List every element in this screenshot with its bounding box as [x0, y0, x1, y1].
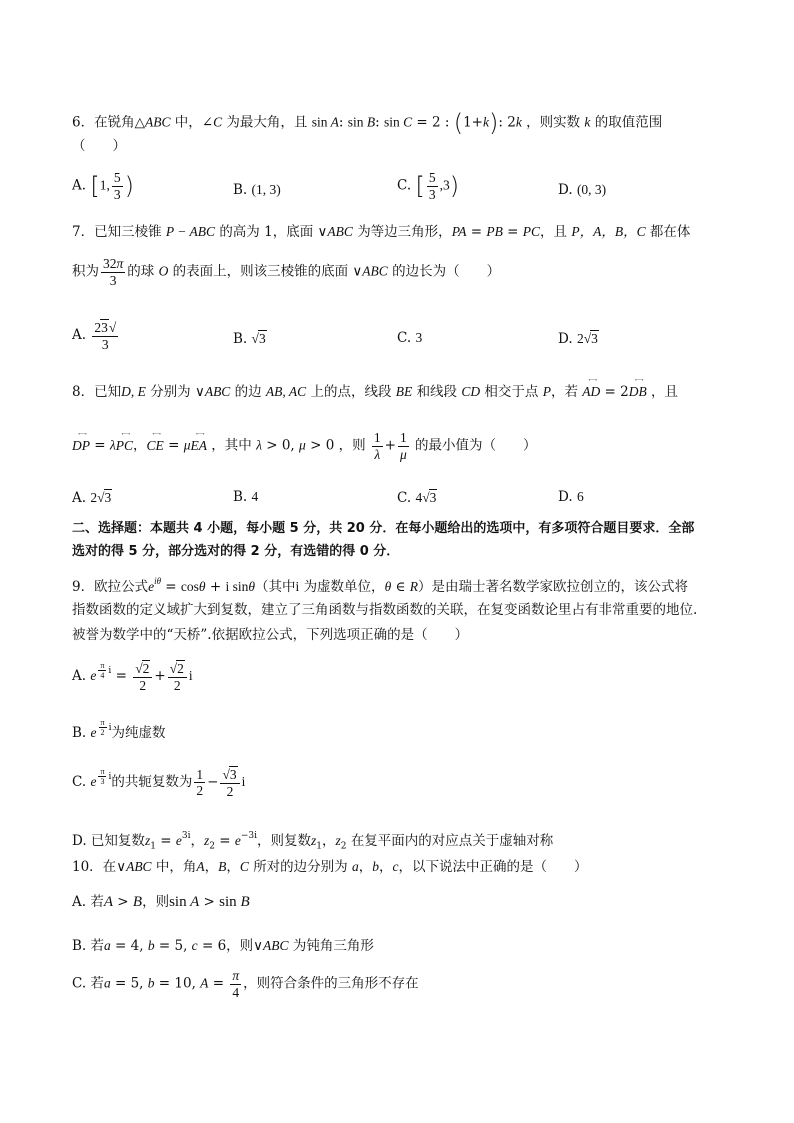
q8-option-a[interactable]: A. 2√3	[72, 490, 112, 506]
q6-option-b[interactable]: B. (1, 3)	[233, 182, 281, 198]
q9-option-a[interactable]: A. e $^{\frac{\pi}{4} i}$ = $\frac{√2}{2}$ + $\frac{√2}{2}$ i	[72, 660, 193, 693]
q8-option-d[interactable]: D. 6	[558, 489, 584, 505]
q9-line1: 9．欧拉公式$e^{i\theta} = \cos\theta + i$ sinθ（其中i 为虚数单位，θ ∈ R）是由瑞士著名数学家欧拉创立的，该公式将	[72, 576, 689, 595]
q10-option-b[interactable]: B. 若a = 4, b = 5, c = 6，则∨ABC 为钝角三角形	[72, 938, 374, 954]
q9-option-c[interactable]: C. e $^{\frac{\pi}{3} i}$的共轭复数为 $\frac{1}{2}$ − $\frac{√3}{2}$ i	[72, 766, 246, 799]
q7-option-b[interactable]: B. √3	[233, 331, 266, 347]
q8-line1: 8．已知D, E 分别为 ∨ABC 的边 AB, AC 上的点，线段 BE 和线段 CD 相交于点 P，若 ←→ AD = 2←→ DB ，且	[72, 384, 678, 401]
q9-line3: 被誉为数学中的“天桥”.依据欧拉公式，下列选项正确的是（ ）	[72, 627, 469, 643]
q10-stem: 10．在∨ABC 中，角A，B，C 所对的边分别为 a，b，c，以下说法中正确的是（ ）	[72, 859, 588, 875]
q9-line2: 指数函数的定义域扩大到复数，建立了三角函数与指数函数的关联，在复变函数论里占有非常重要的地位.	[72, 602, 698, 618]
q9-option-d[interactable]: D. 已知复数$z_1 = e^{3i}$，$z_2 = e^{-3i}$，则复数$z_1$，$z_2$ 在复平面内的对应点关于虚轴对称	[72, 831, 554, 852]
q9-option-b[interactable]: B. e $^{\frac{\pi}{2} i}$为纯虚数	[72, 718, 166, 742]
section2-instructions-line1: 二、选择题：本题共 4 小题，每小题 5 分，共 20 分．在每小题给出的选项中，有多项符合题目要求．全部	[72, 521, 695, 536]
q6-paren: （ ）	[72, 138, 126, 154]
q6-option-d[interactable]: D. (0, 3)	[558, 182, 607, 198]
q7-option-d[interactable]: D. 2√3	[558, 331, 598, 347]
section2-instructions-line2: 选对的得 5 分，部分选对的得 2 分，有选错的得 0 分．	[72, 544, 400, 559]
q7-option-c[interactable]: C. 3	[397, 330, 423, 346]
q8-option-c[interactable]: C. 4√3	[397, 490, 437, 506]
q6-option-a[interactable]: A. [1, $\frac{5}{3}$ )	[72, 170, 134, 202]
q6-option-c[interactable]: C. [ $\frac{5}{3}$ ,3)	[397, 170, 460, 202]
q8-line2: ←→ DP = λ←→ PC，←→ CE = μ←→ EA ，其中 λ > 0, μ > 0 ，则 $\frac{1}{\lambda}$ + $\frac{1}{\mu}$ 的最小值为（ ）	[72, 430, 537, 462]
q8-option-b[interactable]: B. 4	[233, 489, 259, 505]
q10-option-a[interactable]: A. 若A > B，则sin A > sin B	[72, 894, 250, 910]
q7-option-a[interactable]: A. $\frac{23√}{3}$	[72, 320, 117, 352]
q7-line1: 7．已知三棱锥 P − ABC 的高为 1，底面 ∨ABC 为等边三角形，PA = PB = PC，且 P，A，B，C 都在体	[72, 224, 691, 240]
q10-option-c[interactable]: C. 若a = 5, b = 10, A = $\frac{\pi}{4}$ ，则符合条件的三角形不存在	[72, 968, 419, 1000]
q6-stem: 6．在锐角△ABC 中，∠C 为最大角，且 sin A: sin B: sin C = 2 : (1+k): 2k ，则实数 k 的取值范围	[72, 109, 663, 137]
q7-line2: 积为 $\frac{32\pi}{3}$ 的球 O 的表面上，则该三棱锥的底面 ∨ABC 的边长为（ ）	[72, 256, 501, 288]
